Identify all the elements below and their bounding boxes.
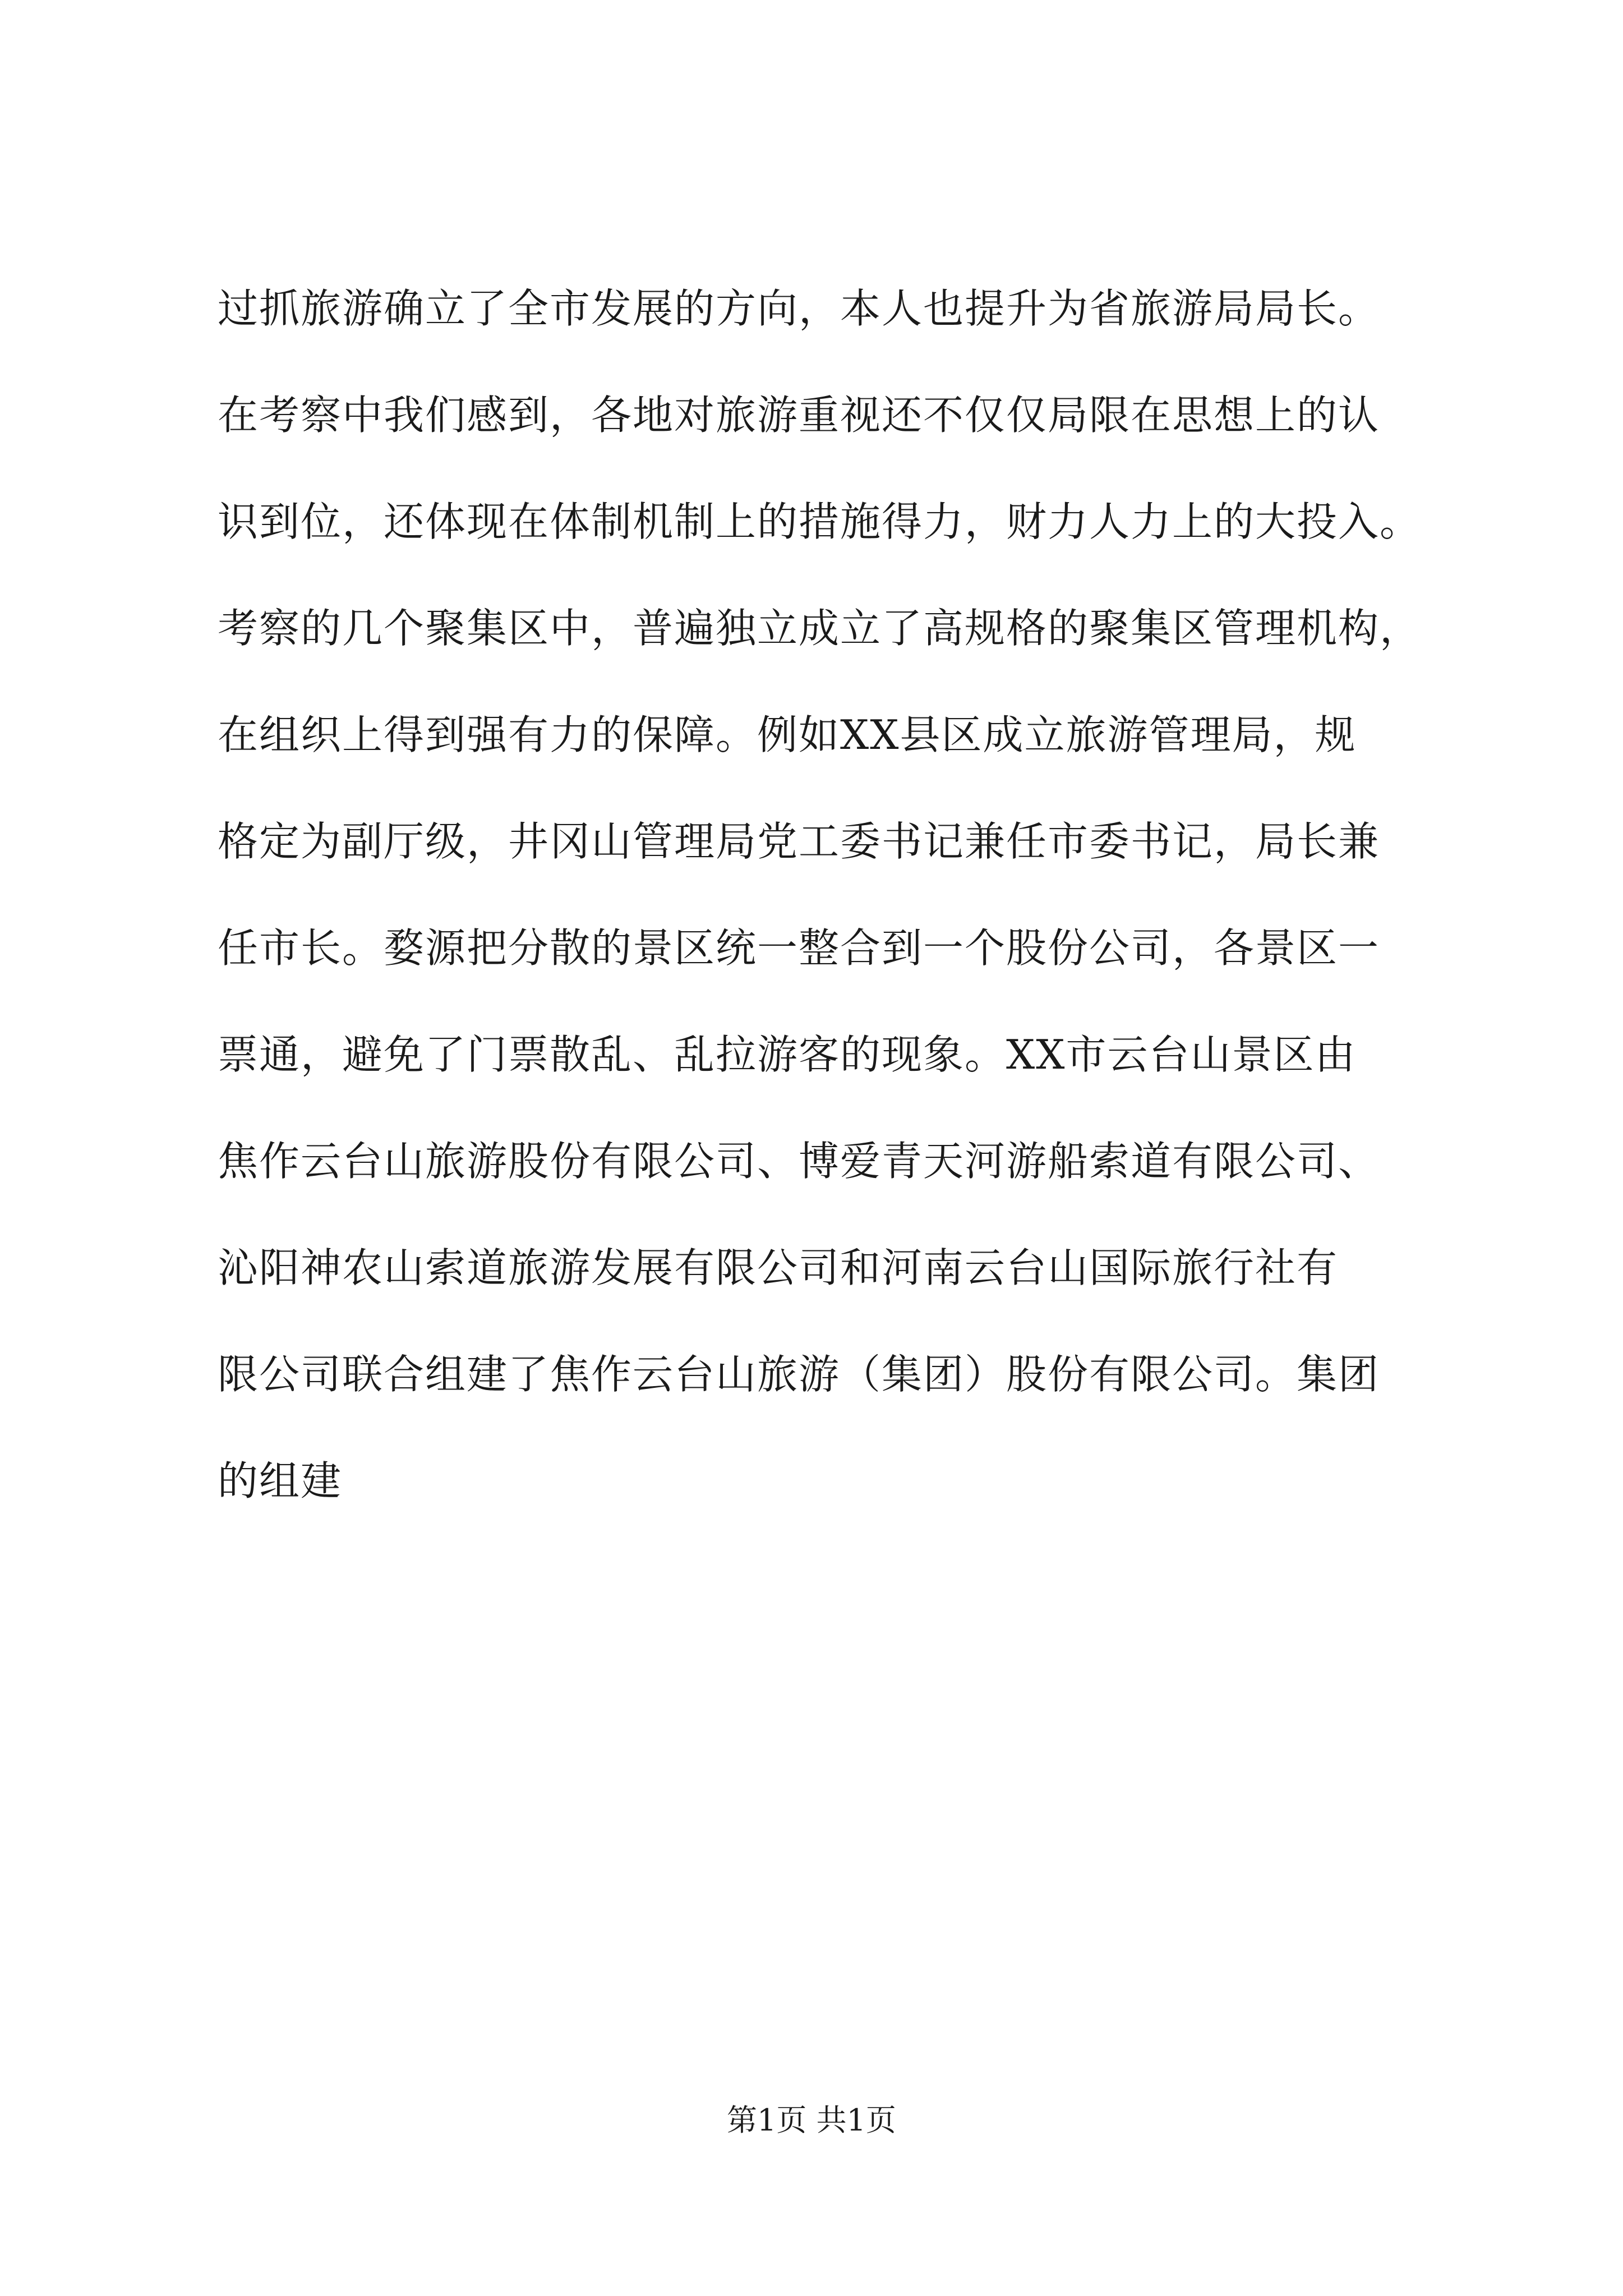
text-line: 限公司联合组建了焦作云台山旅游（集团）股份有限公司。集团 xyxy=(218,1351,1380,1398)
text-line: 票通，避免了门票散乱、乱拉游客的现象。XX市云台山景区由 xyxy=(218,1031,1357,1078)
body-paragraph xyxy=(218,255,1422,1534)
text-line: 考察的几个聚集区中，普遍独立成立了高规格的聚集区管理机构， xyxy=(218,605,1422,652)
text-line: 在考察中我们感到，各地对旅游重视还不仅仅局限在思想上的认 xyxy=(218,392,1380,439)
text-line: 过抓旅游确立了全市发展的方向，本人也提升为省旅游局局长。 xyxy=(218,285,1380,332)
page-number-label: 第1页 共1页 xyxy=(727,2102,896,2138)
text-line: 任市长。婺源把分散的景区统一整合到一个股份公司，各景区一 xyxy=(218,924,1380,972)
text-line: 沁阳神农山索道旅游发展有限公司和河南云台山国际旅行社有 xyxy=(218,1244,1339,1291)
text-line: 的组建 xyxy=(218,1457,343,1504)
text-line: 识到位，还体现在体制机制上的措施得力，财力人力上的大投入。 xyxy=(218,498,1422,545)
text-line: 焦作云台山旅游股份有限公司、博爱青天河游船索道有限公司、 xyxy=(218,1138,1380,1185)
text-line: 在组织上得到强有力的保障。例如XX县区成立旅游管理局，规 xyxy=(218,711,1357,758)
text-line: 格定为副厅级，井冈山管理局党工委书记兼任市委书记，局长兼 xyxy=(218,818,1380,865)
page-footer xyxy=(0,2101,1623,2140)
